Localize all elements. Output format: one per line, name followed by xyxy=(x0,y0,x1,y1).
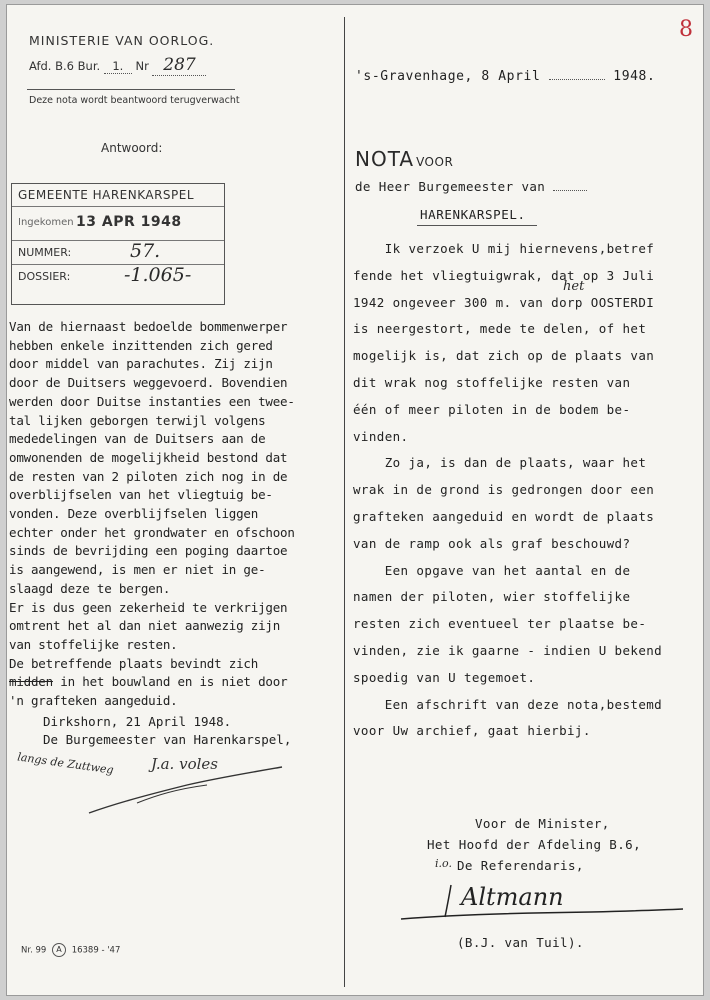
stamp-received-date: 13 APR 1948 xyxy=(76,214,182,230)
column-divider xyxy=(344,17,345,987)
nota-title: NOTA VOOR xyxy=(355,147,454,171)
struck-word: midden xyxy=(9,674,53,690)
signer-name: (B.J. van Tuil). xyxy=(457,935,584,950)
handwritten-insert: het xyxy=(563,279,585,294)
nr-handwritten: 287 xyxy=(152,55,206,76)
reply-signer: De Burgemeester van Harenkarspel, xyxy=(43,732,292,747)
form-footer: Nr. 99 A 16389 - '47 xyxy=(21,945,121,956)
reply-place-date: Dirkshorn, 21 April 1948. xyxy=(43,714,232,729)
margin-note: langs de Zuttweg xyxy=(16,750,115,777)
addressee-municipality: HARENKARSPEL. xyxy=(420,207,526,222)
addressee: de Heer Burgemeester van xyxy=(355,179,587,194)
ministry-heading: MINISTERIE VAN OORLOG. xyxy=(29,33,215,48)
reply-closing xyxy=(43,713,291,749)
stamp-dossier-label: DOSSIER: xyxy=(18,270,71,283)
reference-line: Afd. B.6 Bur. 1. Nr 287 xyxy=(29,55,206,76)
referendaris-signature xyxy=(391,875,691,925)
reply-text: Van de hiernaast bedoelde bommenwerper hebben enkele inzittenden zich gered door middel van parachutes. Zij zijn door de Duitsers weggevoerd. Bovendien werden door Duitse instanties een twee- tal lijken geborgen terwijl volgens mededelingen van de Duitsers aan de omwonenden de mogelijkheid bestond dat de resten van 2 piloten zich nog in de overblijfselen van het vliegtuig be- vonden. Deze overblijfselen liggen echter onder het grondwater en ofschoon sinds de bevrijding een poging daartoe is aangewend, is men er niet in ge- slaagd deze te bergen. Er is dus geen zekerheid te verkrijgen omtrent het al dan niet aanwezig zijn van stoffelijke resten. De betreffende plaats bevindt zich midden in het bouwland en is niet door 'n grafteken aangeduid. xyxy=(9,319,295,709)
stamp-received-label: Ingekomen xyxy=(18,217,74,228)
date-line: 's-Gravenhage, 8 April 1948. xyxy=(355,69,656,84)
stamp-municipality: GEMEENTE HARENKARSPEL xyxy=(18,188,195,202)
stamp-number-value: 57. xyxy=(130,240,161,262)
document-page xyxy=(6,4,704,996)
reply-note: Deze nota wordt beantwoord terugverwacht xyxy=(29,95,240,106)
burgemeester-signature xyxy=(77,751,297,821)
stamp-dossier-value: -1.065- xyxy=(124,264,192,286)
page-mark: 8 xyxy=(679,17,693,42)
closing-initials: i.o. xyxy=(435,857,452,870)
referendaris-signature-text: Altmann xyxy=(461,883,564,911)
form-circle-icon: A xyxy=(52,943,66,957)
nota-body: Ik verzoek U mij hiernevens,betref fende het vliegtuigwrak, dat op 3 Juli 1942 ongeveer 300 m. van dorp OOSTERDI is neergestort, mede te delen, of het mogelijk is, dat zich op de plaats van dit wrak nog stoffelijke resten van één of meer piloten in de bodem be- vinden. Zo ja, is dan de plaats, waar het wrak in de grond is gedrongen door een grafteken aangeduid en wordt de plaats van de ramp ook als graf beschouwd? Een opgave van het aantal en de namen der piloten, wier stoffelijke resten zich eventueel ter plaatse be- vinden, zie ik gaarne - indien U bekend spoedig van U tegemoet. Een afschrift van deze nota,bestemd voor Uw archief, gaat hierbij. xyxy=(353,241,663,739)
received-stamp xyxy=(11,183,225,305)
burgemeester-signature-text: J.a. voles xyxy=(151,755,218,773)
reply-label: Antwoord: xyxy=(101,141,163,155)
nota-closing: Voor de Minister, Het Hoofd der Afdeling B.6, De Referendaris, xyxy=(427,816,641,873)
stamp-number-label: NUMMER: xyxy=(18,246,72,259)
header-rule xyxy=(27,89,235,90)
